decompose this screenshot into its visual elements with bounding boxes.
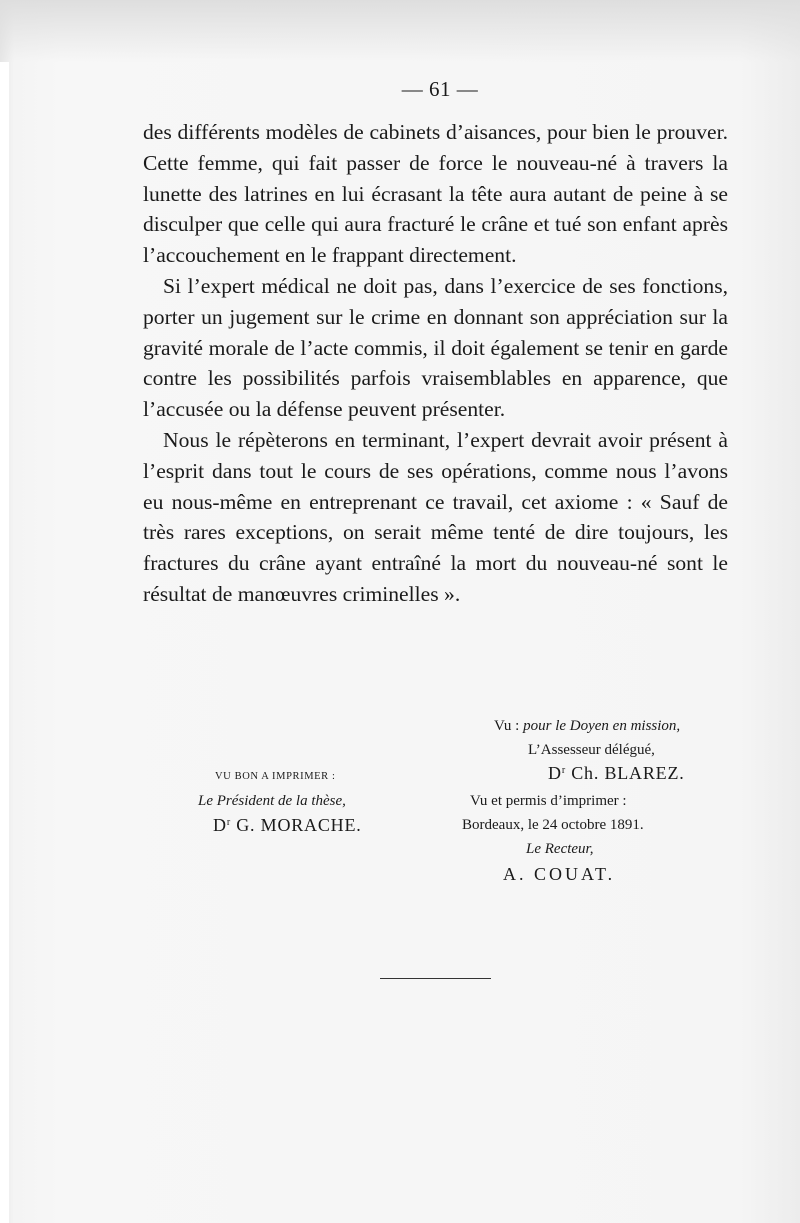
assessor-prefix: D	[548, 763, 562, 783]
assessor-name: Ch. BLAREZ.	[565, 763, 685, 783]
vu-label: Vu :	[494, 718, 524, 734]
assessor-sup: r	[561, 765, 566, 776]
president-signature	[213, 815, 362, 836]
print-permit: Vu et permis d’imprimer :	[470, 793, 627, 809]
president-title: Le Président de la thèse,	[198, 793, 346, 809]
assessor-signature	[548, 763, 685, 784]
paragraph-3: Nous le répèterons en terminant, l’expert devrait avoir présent à l’esprit dans tout le cours de ses opérations, comme nous l’avons eu nous-même en entreprenant ce travail, cet axiome : « Sauf de très rares exceptions, on serait même tenté de dire toujours, les fractures du crâne ayant entraîné la mort du nouveau-né sont le résultat de manœuvres criminelles ».	[143, 427, 728, 606]
scan-edge	[0, 62, 9, 1223]
president-prefix: D	[213, 815, 227, 835]
president-sup: r	[226, 817, 231, 828]
print-approval-label: VU BON A IMPRIMER :	[215, 771, 336, 782]
permit-date: Bordeaux, le 24 octobre 1891.	[462, 817, 644, 833]
dean-approval-line	[494, 718, 680, 735]
page-number: — 61 —	[401, 77, 479, 101]
end-rule	[380, 978, 491, 979]
rector-signature: A. COUAT.	[503, 864, 616, 884]
paragraph-2: Si l’expert médical ne doit pas, dans l’exercice de ses fonctions, porter un jugement sur le crime en donnant son appréciation sur la gravité morale de l’acte commis, il doit également se tenir en garde contre les possibilités parfois vraisemblables en apparence, que l’accusée ou la défense peuvent présenter.	[143, 273, 728, 422]
body-text	[143, 117, 728, 610]
dean-mission-text: pour le Doyen en mission,	[523, 718, 681, 734]
president-name: G. MORACHE.	[230, 815, 362, 835]
paragraph-1: des différents modèles de cabinets d’aisances, pour bien le prouver. Cette femme, qui fait passer de force le nouveau-né à travers la lunette des latrines en lui écrasant la tête aura autant de peine à se disculper que celle qui aura fracturé le crâne et tué son enfant après l’accouchement en le frappant directement.	[143, 120, 728, 268]
assessor-title: L’Assesseur délégué,	[528, 742, 655, 758]
rector-title: Le Recteur,	[526, 841, 594, 857]
